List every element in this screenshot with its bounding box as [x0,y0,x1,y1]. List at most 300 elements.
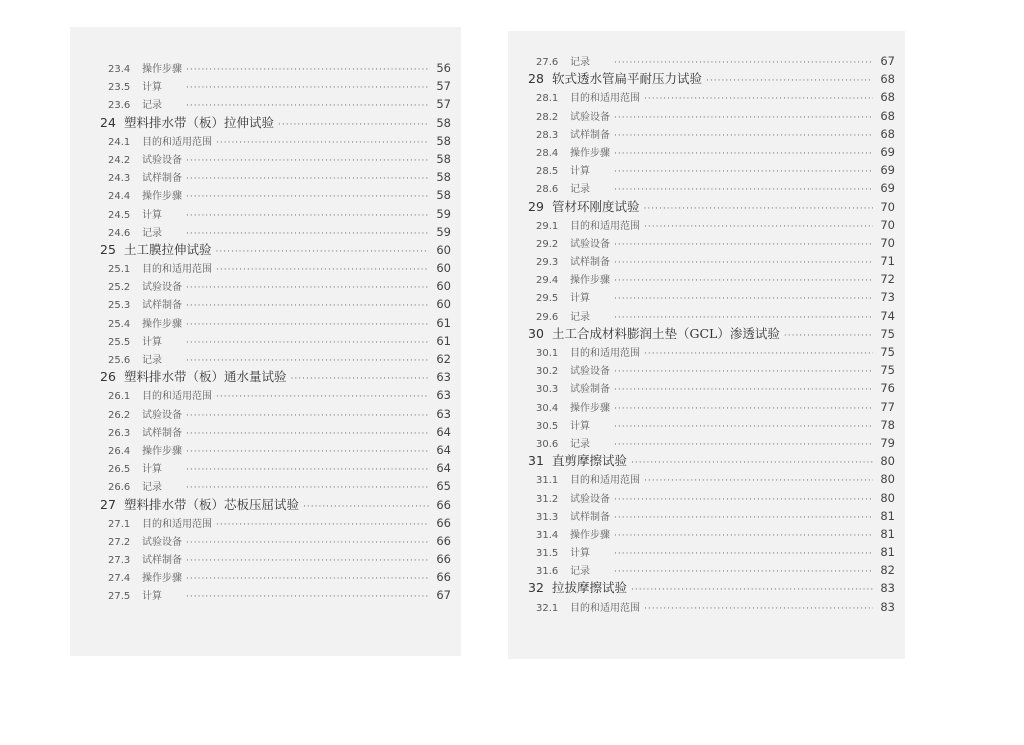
toc-dot-leader [186,552,429,570]
toc-entry-number: 26 [100,369,116,385]
toc-entry-number: 25.1 [108,264,131,276]
toc-section-entry [100,95,451,113]
toc-dot-leader [614,400,873,418]
toc-entry-title: 记录 [142,482,162,494]
toc-entry-title: 试样制备 [142,427,182,439]
toc-entry-page-number: 60 [436,297,451,312]
toc-dot-leader [186,79,429,97]
toc-section-entry [100,386,451,404]
toc-dot-leader [186,588,429,606]
toc-section-entry [528,270,895,288]
toc-entry-number: 29.2 [536,238,559,250]
toc-dot-leader [614,127,873,145]
toc-section-entry [528,379,895,397]
toc-dot-leader [186,279,429,297]
toc-dot-leader [186,297,429,315]
toc-section-entry [528,343,895,361]
toc-entry-number: 25.2 [108,282,131,294]
toc-entry-number: 30.3 [536,384,559,396]
toc-section-entry [100,514,451,532]
toc-entry-page-number: 80 [880,472,895,487]
toc-entry-number: 31 [528,453,544,469]
toc-entry-number: 29 [528,198,544,214]
toc-section-entry [100,223,451,241]
toc-dot-leader [614,509,873,527]
toc-entry-title: 土工膜拉伸试验 [124,241,212,257]
toc-section-entry [100,186,451,204]
toc-dot-leader [216,261,429,279]
toc-entry-page-number: 63 [436,406,451,421]
toc-entry-title: 试验设备 [570,366,610,378]
toc-section-entry [100,132,451,150]
toc-entry-title: 试样制备 [570,129,610,141]
toc-entry-number: 25.3 [108,300,131,312]
toc-entry-title: 塑料排水带（板）拉伸试验 [124,114,275,130]
toc-chapter-entry [528,70,895,88]
toc-entry-number: 29.3 [536,257,559,269]
toc-entry-page-number: 81 [880,545,895,560]
toc-entry-page-number: 74 [880,308,895,323]
toc-entry-number: 29.6 [536,311,559,323]
toc-entry-number: 26.3 [108,427,131,439]
toc-entry-page-number: 60 [436,279,451,294]
toc-dot-leader [614,181,873,199]
toc-dot-leader [186,425,429,443]
toc-entry-title: 操作步骤 [570,147,610,159]
toc-entry-number: 24.2 [108,154,131,166]
toc-entry-page-number: 61 [436,333,451,348]
toc-entry-page-number: 68 [880,108,895,123]
toc-dot-leader [216,134,429,152]
toc-entry-title: 试验设备 [142,536,182,548]
toc-section-entry [100,77,451,95]
toc-entry-number: 28.3 [536,129,559,141]
toc-entry-title: 拉拔摩擦试验 [552,580,628,596]
toc-page-right [508,31,905,659]
toc-entry-title: 试验设备 [570,111,610,123]
toc-entry-number: 28 [528,71,544,87]
toc-entry-page-number: 71 [880,254,895,269]
toc-dot-leader [631,454,873,472]
toc-entry-page-number: 64 [436,442,451,457]
toc-entry-page-number: 66 [436,515,451,530]
toc-entry-page-number: 75 [880,345,895,359]
toc-entry-page-number: 69 [880,144,895,159]
toc-entry-title: 记录 [142,355,162,366]
toc-entry-number: 29.4 [536,275,559,287]
toc-entry-page-number: 70 [880,199,895,214]
toc-entry-number: 30.5 [536,420,559,432]
toc-entry-page-number: 61 [436,315,451,330]
toc-dot-leader [644,218,873,236]
toc-entry-number: 25 [100,241,116,257]
toc-entry-page-number: 80 [880,454,895,469]
toc-dot-leader [186,316,429,334]
toc-entry-title: 试验设备 [142,282,182,294]
toc-entry-number: 26.4 [108,445,131,457]
toc-entry-title: 操作步骤 [570,529,610,541]
toc-section-entry [528,107,895,125]
toc-dot-leader [186,61,429,79]
toc-dot-leader [186,407,429,425]
toc-section-entry [100,550,451,568]
toc-entry-number: 27.1 [108,518,131,530]
toc-entry-page-number: 56 [436,61,451,75]
toc-dot-leader [644,600,873,618]
toc-section-entry [528,434,895,452]
toc-section-entry [528,143,895,161]
toc-section-entry [528,489,895,507]
toc-section-entry [528,88,895,106]
toc-dot-leader [216,388,429,406]
toc-entry-page-number: 82 [880,563,895,578]
toc-dot-leader [644,472,873,490]
toc-entry-number: 30.1 [536,348,559,359]
toc-dot-leader [614,491,873,509]
toc-entry-title: 试样制备 [142,555,182,567]
toc-chapter-entry [100,368,451,386]
toc-dot-leader [186,461,429,479]
toc-chapter-entry [528,198,895,216]
toc-entry-title: 操作步骤 [142,573,182,585]
toc-entry-number: 24.4 [108,191,131,203]
toc-entry-title: 试验设备 [142,409,182,421]
toc-entry-title: 目的和适用范围 [570,348,640,359]
toc-entry-page-number: 59 [436,206,451,221]
toc-entry-title: 操作步骤 [570,402,610,414]
toc-entry-title: 操作步骤 [142,445,182,457]
toc-entry-page-number: 73 [880,290,895,305]
toc-dot-leader [614,418,873,436]
toc-entry-page-number: 57 [436,79,451,94]
toc-section-entry [528,398,895,416]
toc-entry-page-number: 83 [880,599,895,614]
toc-entry-number: 31.1 [536,475,559,487]
toc-entry-title: 目的和适用范围 [142,391,212,403]
toc-entry-page-number: 68 [880,126,895,141]
toc-entry-title: 直剪摩擦试验 [552,453,628,469]
toc-dot-leader [631,581,873,599]
toc-entry-page-number: 70 [880,235,895,250]
toc-entry-title: 计算 [142,336,162,348]
toc-dot-leader [186,334,429,352]
toc-entry-title: 试验设备 [570,238,610,250]
toc-list-left [100,59,451,605]
toc-entry-page-number: 75 [880,326,895,341]
toc-chapter-entry [100,114,451,132]
toc-page-left [70,27,461,656]
toc-entry-number: 24.3 [108,173,131,185]
toc-section-entry [100,259,451,277]
toc-entry-page-number: 66 [436,552,451,567]
toc-section-entry [100,441,451,459]
toc-section-entry [100,405,451,423]
toc-entry-title: 试样制备 [142,173,182,185]
toc-section-entry [100,423,451,441]
toc-section-entry [100,295,451,313]
toc-entry-title: 记录 [570,311,590,323]
toc-entry-number: 28.4 [536,147,559,159]
toc-entry-number: 30.4 [536,402,559,414]
toc-section-entry [528,216,895,234]
toc-entry-number: 31.5 [536,548,559,560]
toc-entry-number: 26.5 [108,464,131,476]
toc-entry-page-number: 69 [880,181,895,196]
toc-entry-title: 计算 [570,420,590,432]
toc-entry-title: 记录 [142,227,162,239]
toc-entry-number: 24.5 [108,209,131,221]
toc-entry-page-number: 63 [436,370,451,385]
toc-dot-leader [186,170,429,188]
toc-entry-number: 31.2 [536,493,559,505]
toc-entry-title: 目的和适用范围 [142,518,212,530]
toc-section-entry [100,477,451,495]
toc-entry-number: 26.1 [108,391,131,403]
toc-entry-title: 操作步骤 [142,191,182,203]
toc-dot-leader [278,116,429,134]
toc-section-entry [100,314,451,332]
toc-entry-title: 试样制备 [570,511,610,523]
toc-entry-number: 28.1 [536,93,559,105]
toc-entry-title: 记录 [570,57,590,68]
toc-entry-number: 27.6 [536,57,559,68]
toc-section-entry [100,568,451,586]
toc-entry-number: 26.6 [108,482,131,494]
toc-chapter-entry [528,579,895,597]
toc-dot-leader [644,90,873,108]
toc-dot-leader [644,345,873,363]
toc-entry-number: 31.4 [536,529,559,541]
toc-dot-leader [706,72,873,90]
toc-dot-leader [186,152,429,170]
toc-entry-page-number: 58 [436,151,451,166]
toc-dot-leader [614,254,873,272]
toc-entry-page-number: 83 [880,581,895,596]
toc-entry-number: 30.6 [536,438,559,450]
toc-entry-title: 试样制备 [142,300,182,312]
toc-dot-leader [614,236,873,254]
toc-section-entry [528,252,895,270]
toc-section-entry [528,470,895,488]
toc-dot-leader [186,443,429,461]
toc-entry-page-number: 62 [436,352,451,366]
toc-entry-page-number: 69 [880,163,895,178]
toc-section-entry [528,52,895,70]
toc-entry-title: 计算 [142,464,162,476]
toc-section-entry [100,59,451,77]
toc-dot-leader [784,327,873,345]
toc-entry-number: 28.5 [536,166,559,178]
toc-entry-title: 目的和适用范围 [142,136,212,148]
toc-section-entry [528,234,895,252]
toc-entry-page-number: 64 [436,461,451,476]
toc-dot-leader [614,109,873,127]
toc-entry-title: 计算 [142,591,162,603]
toc-entry-title: 计算 [570,548,590,560]
toc-entry-number: 23.4 [108,64,131,75]
toc-dot-leader [614,163,873,181]
toc-entry-page-number: 58 [436,170,451,185]
toc-entry-page-number: 59 [436,224,451,239]
toc-entry-number: 31.3 [536,511,559,523]
toc-entry-page-number: 67 [436,588,451,603]
toc-entry-page-number: 70 [880,217,895,232]
toc-entry-number: 25.4 [108,318,131,330]
toc-dot-leader [614,145,873,163]
toc-chapter-entry [100,241,451,259]
toc-entry-title: 试验制备 [570,384,610,396]
toc-entry-page-number: 68 [880,90,895,105]
toc-section-entry [100,459,451,477]
toc-entry-title: 目的和适用范围 [570,475,640,487]
toc-entry-page-number: 64 [436,424,451,439]
toc-entry-title: 记录 [142,100,162,112]
toc-entry-number: 28.2 [536,111,559,123]
toc-dot-leader [614,563,873,581]
toc-entry-title: 目的和适用范围 [570,220,640,232]
toc-entry-title: 操作步骤 [142,318,182,330]
toc-section-entry [528,125,895,143]
toc-chapter-entry [100,496,451,514]
toc-entry-page-number: 63 [436,388,451,403]
toc-entry-title: 塑料排水带（板）芯板压屈试验 [124,496,300,512]
toc-entry-number: 26.2 [108,409,131,421]
toc-entry-title: 计算 [570,166,590,178]
toc-entry-number: 25.5 [108,336,131,348]
toc-entry-title: 试验设备 [142,154,182,166]
toc-entry-title: 试验设备 [570,493,610,505]
toc-section-entry [100,205,451,223]
toc-section-entry [528,179,895,197]
toc-entry-page-number: 58 [436,115,451,130]
toc-entry-title: 试样制备 [570,257,610,269]
toc-section-entry [100,586,451,604]
toc-entry-page-number: 81 [880,508,895,523]
toc-section-entry [100,532,451,550]
toc-entry-title: 塑料排水带（板）通水量试验 [124,369,287,385]
toc-dot-leader [303,498,429,516]
toc-entry-title: 记录 [570,184,590,196]
toc-entry-page-number: 77 [880,399,895,414]
toc-entry-page-number: 68 [880,72,895,87]
toc-entry-page-number: 58 [436,133,451,148]
toc-dot-leader [614,272,873,290]
toc-section-entry [528,416,895,434]
toc-entry-number: 31.6 [536,566,559,578]
toc-entry-number: 30 [528,325,544,341]
toc-section-entry [528,361,895,379]
toc-entry-number: 27.5 [108,591,131,603]
toc-section-entry [528,288,895,306]
toc-chapter-entry [528,452,895,470]
toc-dot-leader [186,225,429,243]
toc-entry-title: 计算 [570,293,590,305]
toc-dot-leader [186,207,429,225]
toc-entry-number: 27.2 [108,536,131,548]
toc-entry-page-number: 57 [436,97,451,112]
toc-entry-number: 25.6 [108,355,131,366]
toc-dot-leader [614,545,873,563]
toc-chapter-entry [528,325,895,343]
toc-entry-title: 土工合成材料膨润土垫（GCL）渗透试验 [552,325,780,341]
toc-dot-leader [614,527,873,545]
toc-entry-page-number: 66 [436,497,451,512]
toc-entry-number: 29.1 [536,220,559,232]
toc-section-entry [528,561,895,579]
toc-dot-leader [186,534,429,552]
toc-entry-page-number: 67 [880,54,895,68]
toc-section-entry [528,543,895,561]
toc-entry-title: 计算 [142,82,162,94]
toc-section-entry [528,598,895,616]
toc-entry-page-number: 66 [436,533,451,548]
toc-entry-number: 24.1 [108,136,131,148]
toc-entry-number: 24 [100,114,116,130]
toc-entry-page-number: 72 [880,272,895,287]
toc-entry-title: 操作步骤 [570,275,610,287]
toc-entry-title: 操作步骤 [142,64,182,75]
toc-entry-page-number: 58 [436,188,451,203]
toc-entry-title: 记录 [570,566,590,578]
toc-entry-title: 软式透水管扁平耐压力试验 [552,71,703,87]
toc-dot-leader [186,570,429,588]
toc-entry-page-number: 81 [880,526,895,541]
toc-entry-page-number: 65 [436,479,451,494]
toc-dot-leader [614,436,873,454]
toc-entry-number: 30.2 [536,366,559,378]
toc-entry-page-number: 75 [880,363,895,378]
toc-dot-leader [614,290,873,308]
toc-dot-leader [644,200,873,218]
toc-entry-title: 目的和适用范围 [142,264,212,276]
toc-section-entry [528,507,895,525]
toc-section-entry [528,161,895,179]
toc-dot-leader [186,188,429,206]
toc-entry-number: 23.5 [108,82,131,94]
toc-dot-leader [614,363,873,381]
toc-entry-page-number: 80 [880,490,895,505]
toc-dot-leader [216,243,429,261]
toc-entry-title: 记录 [570,438,590,450]
toc-entry-number: 27.4 [108,573,131,585]
toc-section-entry [528,307,895,325]
toc-entry-number: 28.6 [536,184,559,196]
toc-entry-title: 目的和适用范围 [570,93,640,105]
toc-entry-number: 27 [100,496,116,512]
toc-entry-number: 32.1 [536,602,559,614]
toc-entry-number: 29.5 [536,293,559,305]
toc-entry-number: 27.3 [108,555,131,567]
toc-entry-number: 32 [528,580,544,596]
toc-entry-number: 23.6 [108,100,131,112]
toc-list-right [528,52,895,616]
toc-entry-page-number: 66 [436,570,451,585]
toc-entry-page-number: 78 [880,417,895,432]
toc-section-entry [100,150,451,168]
toc-entry-title: 管材环刚度试验 [552,198,640,214]
toc-dot-leader [291,370,429,388]
toc-entry-title: 计算 [142,209,162,221]
toc-section-entry [100,168,451,186]
toc-entry-page-number: 76 [880,381,895,396]
toc-dot-leader [216,516,429,534]
toc-section-entry [528,525,895,543]
toc-entry-page-number: 79 [880,435,895,450]
toc-section-entry [100,277,451,295]
toc-entry-page-number: 60 [436,261,451,276]
toc-dot-leader [614,381,873,399]
toc-section-entry [100,332,451,350]
